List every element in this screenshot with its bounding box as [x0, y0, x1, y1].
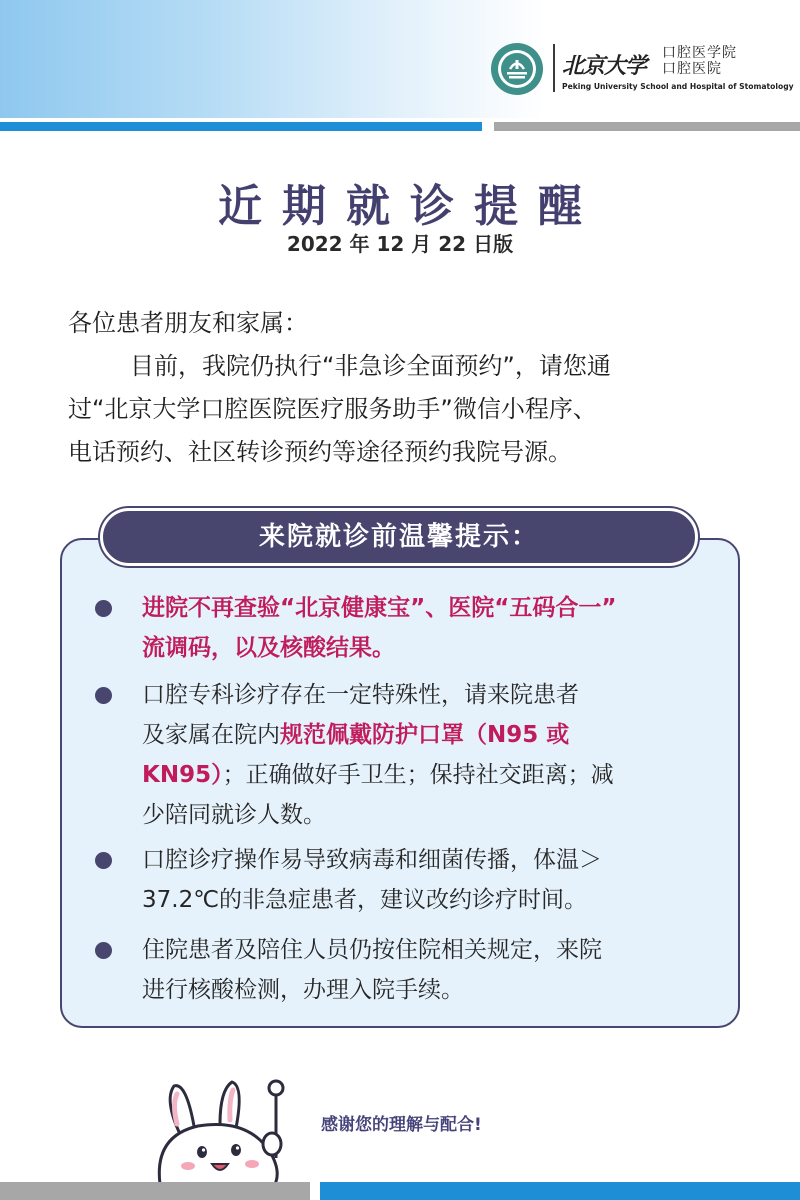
tip-item-1: [142, 588, 722, 668]
tip-1-line-2: 流调码，以及核酸结果。: [142, 635, 395, 661]
tip-4-line-1: 住院患者及陪住人员仍按住院相关规定，来院: [142, 937, 602, 963]
logo-english-name: Peking University School and Hospital of Stomatology: [562, 82, 794, 91]
logo-school-name: [662, 45, 737, 77]
tip-2-line-3-plain: ；正确做好手卫生；保持社交距离；减: [222, 762, 614, 788]
bottom-blue-bar: [320, 1182, 800, 1200]
tip-2-kn95-highlight: KN95）: [142, 762, 223, 788]
university-seal-icon: [490, 42, 544, 96]
tip-2-mask-highlight: 规范佩戴防护口罩（N95 或: [280, 722, 570, 748]
intro-line-2: 过“北京大学口腔医院医疗服务助手”微信小程序、: [68, 395, 597, 423]
bunny-mascot-icon: [150, 1072, 300, 1190]
tip-item-2: [142, 675, 722, 835]
tip-2-line-2: [142, 715, 722, 755]
logo-school-line-1: 口腔医学院: [662, 45, 737, 61]
tip-1-line-1: 进院不再查验“北京健康宝”、医院“五码合一”: [142, 595, 617, 621]
thanks-message: 感谢您的理解与配合!: [321, 1115, 482, 1135]
version-date: 2022 年 12 月 22 日版: [286, 232, 514, 256]
tip-item-4: [142, 930, 722, 1010]
hospital-logo: [490, 40, 794, 96]
bullet-icon: [95, 942, 112, 959]
intro-line-1: 目前，我院仍执行“非急诊全面预约”，请您通: [130, 352, 611, 380]
tip-2-line-2-plain: 及家属在院内: [142, 722, 280, 748]
top-blue-bar: [0, 122, 482, 131]
tip-item-3: [142, 840, 722, 920]
logo-school-line-2: 口腔医院: [662, 61, 722, 77]
tips-heading: 来院就诊前温馨提示：: [100, 508, 698, 566]
bullet-icon: [95, 600, 112, 617]
top-gray-bar: [494, 122, 800, 131]
logo-university-name: 北京大学: [562, 53, 647, 79]
tip-3-line-2: 37.2℃的非急症患者，建议改约诊疗时间。: [142, 887, 588, 913]
bullet-icon: [95, 852, 112, 869]
page-title: 近期就诊提醒: [218, 181, 602, 232]
logo-divider: [553, 44, 555, 92]
tip-2-line-4: 少陪同就诊人数。: [142, 802, 326, 828]
greeting: 各位患者朋友和家属：: [68, 309, 308, 337]
intro-text: [68, 302, 748, 474]
tip-2-line-1: 口腔专科诊疗存在一定特殊性，请来院患者: [142, 682, 579, 708]
bullet-icon: [95, 687, 112, 704]
bottom-gray-bar: [0, 1182, 310, 1200]
tip-2-line-3: [142, 755, 722, 795]
intro-line-3: 电话预约、社区转诊预约等途径预约我院号源。: [68, 438, 572, 466]
tip-4-line-2: 进行核酸检测，办理入院手续。: [142, 977, 464, 1003]
tip-3-line-1: 口腔诊疗操作易导致病毒和细菌传播，体温＞: [142, 847, 602, 873]
